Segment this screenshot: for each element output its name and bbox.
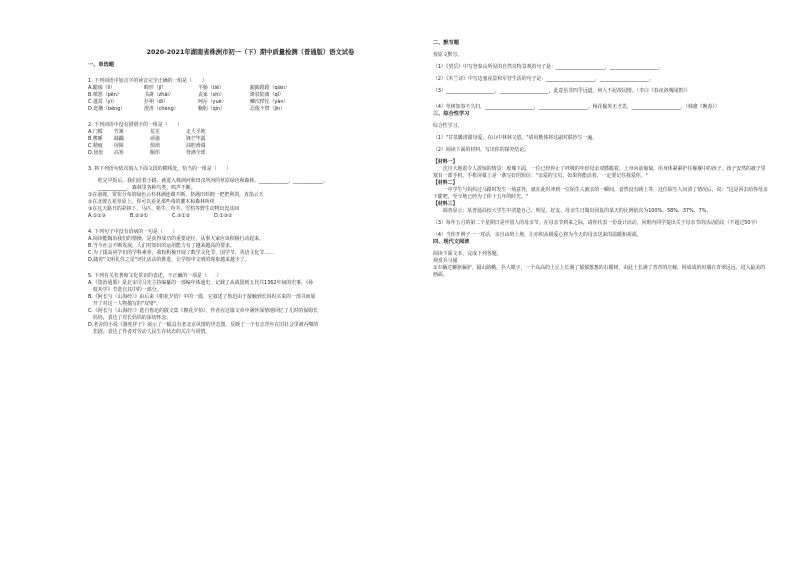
option-cell: C.精疲: [88, 143, 103, 150]
question-2-options: [88, 129, 413, 157]
material-3-text: 调查显示：某普通高校大学生中清楚自己、明星、好友、母亲生日做出回复的某天的比例依次为100%、58%、37%、7%。: [433, 208, 712, 214]
option-cell: 誉满全球: [186, 150, 206, 157]
question-5-stem: 5. 下列有关名著和文化常识的表述，不正确的一项是（ ）: [88, 273, 222, 280]
material-2-text: 一中学生与妈妈过马路时发生一场意外，就在此时冲到一位陌生人被亲的一瞬间，竟然没有顾上等，这位陌生人问清了情况后，说："这是回去给你母亲下跪吧，至少地已经为了你十五年的时光。": [433, 187, 768, 200]
choice: C.③①②: [172, 213, 191, 220]
option-cell: 屏障: [114, 143, 124, 150]
material-2-title: 【材料二】: [433, 180, 458, 186]
option-cell: 书斋（zhāi）: [144, 92, 174, 99]
option-cell: 畸形（jī）: [144, 85, 167, 92]
material-3-title: 【材料三】: [433, 201, 458, 207]
reading-instruction: 阅读下面文本，完成下列各题。: [433, 251, 502, 257]
material-1-title: 【材料一】: [433, 159, 458, 165]
option-cell: A.蜡烛（lì）: [88, 85, 116, 92]
question-4-stem: 4. 下列句子中没有语病的一句是（ ）: [88, 229, 178, 236]
left-column: [88, 40, 413, 336]
question-1-stem: 1. 下列词语中加点字的读音完全正确的一组是（ ）: [88, 78, 207, 85]
option-cell: 荒芜: [150, 129, 160, 136]
question-3-passage-line: ____________，森林里各种鸟类，鸣声不断。: [88, 185, 196, 192]
question-3-stem: 3. 将下列语句依次填入下面文段的横线处，恰当的一组是（ ）: [88, 166, 232, 173]
option-cell: B.嗔怒（pēn）: [88, 92, 122, 99]
option-cell: 鳞次栉比（yàn）: [250, 99, 289, 106]
option-cell: 澄清（chéng）: [144, 106, 179, 113]
option-cell: C.蓬蒿（yì）: [88, 99, 117, 106]
question-3-sentence: ①在南坡，常状分布的绿色云杉林满连绵不断，挤满田杉拥一把把利剑，直指云天: [88, 192, 264, 199]
question-1-options: [88, 85, 413, 113]
dictation-intro: 按原文默写。: [433, 52, 463, 58]
option-cell: 蹂躏: [114, 136, 124, 143]
section-heading-comprehensive: 三、综合性学习: [433, 111, 470, 117]
option-cell: 竹篱: [114, 129, 124, 136]
question-5-option-line: D.老舍的小说《骆驼祥子》展示了一幅具有老北京风情的世态图，反映了一个有志青年在旧社会里被吞噬的: [88, 322, 319, 329]
option-cell: 油腔滑调: [186, 143, 206, 150]
option-cell: B.嗜睡: [88, 136, 103, 143]
question-3-choices: [88, 213, 413, 220]
question-5-option-line: 妈妈，表达了对长妈妈的深切怀念。: [88, 315, 172, 322]
option-cell: 佩伟: [150, 150, 160, 157]
reading-passage-paragraph: ①车辆过狮驱骊驴，隔山路峨，扑人眼宇，一个高高的土丘上长满了郁郁葱葱的石榴树，由此土长满了青青的庄稼，阿成成的垣墙在青翠远远，进入最美的画面。: [433, 265, 766, 278]
question-3-sentence: ②在北坡五花草原上，你可以看见那些毒的灌木和森林所织: [88, 199, 215, 206]
option-cell: 忍俊不禁（jīn）: [250, 106, 286, 113]
option-cell: 丧家（shì）: [198, 92, 225, 99]
exam-title: 2020-2021年湖南省株洲市初一（下）期中质量检测（普通版）语文试卷: [146, 49, 355, 56]
section-heading-dictation: 二、默写题: [433, 40, 459, 46]
choice: A.①②③: [88, 213, 106, 220]
option-cell: 踉踉跄跄（qiàn）: [250, 85, 290, 92]
dictation-item: （1）《望岳》中写登泰山所见的自然奇特景观的句子是：____________________，____________________。: [433, 64, 664, 70]
dictation-item: （2）《木兰诗》中写边塞夜景和军营生活的句子是：____________________，____________________。: [433, 76, 654, 82]
option-cell: 烦琐: [150, 143, 160, 150]
question-4-option: B.当今社会不断发展，人们对知识的运用能力有了越来越高的要求。: [88, 243, 235, 250]
material-1-text: 沈川大地震令人震惊的情景：废墟下面，一位已经停止了呼吸的年轻母亲双膝跪着，上身向前匍匐，用身体紧紧护住褓褓中的孩子。孩子安然的被子里塞有一部手机，手机屏幕上是一条写好的短信："亲爱的宝贝，如果你能活着，一定要记住我爱你。": [433, 166, 766, 179]
option-cell: D.悬崖: [88, 150, 104, 157]
question-4-option: A.阅读能陶冶我们的情操，是获得成功的重要途径，从事大家应该积极行动起来。: [88, 236, 264, 243]
comprehensive-question-3: （3）每年五月的第二个星期日是中国人的母亲节。在母亲节到来之际，请你代表一份设计活动，向班内同学提出关于母亲节的活动倡议（不超过50字）: [433, 220, 761, 226]
option-cell: 顽强: [150, 136, 160, 143]
question-5-option-line: B.《阿长与〈山海经〉》由后来《朝花夕拾》中的一篇，它叙述了鲁迅由于接触到长妈妈买来的一部书而展: [88, 294, 316, 301]
option-row: [88, 143, 413, 150]
question-5-option-line: A.《资治通鉴》是北宋司马光主持编纂的一部编年体通史，记载了从战国到五代共1362年间的史事，《孙: [88, 280, 314, 287]
option-row: [88, 150, 413, 157]
option-cell: 扑朔（dí）: [144, 99, 169, 106]
question-4-option: C.为了提高同学们的学科素养，我校积极开展了数学文化节、国学节、英语文化节……: [88, 250, 274, 257]
section-heading-single-choice: 一、单选题: [88, 62, 114, 69]
option-cell: A.门槛: [88, 129, 103, 136]
option-row: [88, 136, 413, 143]
comprehensive-question-4: （4）当你开例子一一对话，亲自由班上地，让亦积从极爱心将为今天的母亲送来的温暖和祝福。: [433, 232, 642, 238]
choice: B.②③①: [130, 213, 149, 220]
dictation-item: （3）____________________，____________________，此意虽非四乎远道，何人不起故园情。（李白《春夜洛城闻笛》）: [433, 88, 691, 94]
choice: D.①③②: [214, 213, 233, 220]
option-cell: 锋芒毕露: [186, 136, 206, 143]
option-cell: D.迸溅（bèng）: [88, 106, 126, 113]
question-5-option-line: C.《阿长与〈山海经〉》选自鲁迅的散文集《朝花夕拾》，作者在这篇文章中满怀深情地回忆了儿时的保姆长: [88, 308, 318, 315]
option-cell: 鞠躬（qín）: [198, 106, 226, 113]
question-3-passage-line: 吃完早饭后，我们沿着小路，就进入株洲河和田汊所河的草原绿色和森林。____________，____________。: [88, 178, 328, 185]
question-5-option-line: 权劝学》节选自其中的一部分。: [88, 287, 162, 294]
question-5-option-line: 开了对这一人物描写的"双璧"。: [88, 301, 161, 308]
dictation-item: （4）草树知春不久归，____________________，____________________。杨花榆荚无才思，____________________。（韩愈《晚春》）: [433, 104, 720, 110]
comprehensive-line: 综合性学习。: [433, 123, 463, 129]
option-cell: 羊肠（tiē）: [198, 85, 224, 92]
section-heading-reading: 四、现代文阅读: [433, 239, 470, 245]
option-row: [88, 106, 413, 113]
question-2-stem: 2. 下列词语中没有错别字的一组是（ ）: [88, 122, 183, 129]
comprehensive-task: （2）阅读下面的材料，写出你的探究结论。: [433, 147, 530, 153]
right-column: [433, 40, 768, 279]
reading-passage-title: 观赏兵马俑: [433, 258, 458, 264]
option-cell: 呵斥（yuè）: [198, 99, 227, 106]
option-cell: 斑驳陆离（qǐ）: [250, 92, 284, 99]
question-4-option: D.随着"文明礼仪之星"评比活动的推进，让学校中文明的现象越来越少了。: [88, 257, 250, 264]
comprehensive-line: （1）"甘泉鑑清甜母爱，在山中林林父恩。"请用楷体将这副对联抄写一遍。: [433, 135, 598, 141]
option-cell: 高寒: [114, 150, 124, 157]
option-cell: 走人平地: [186, 129, 206, 136]
question-5-option-line: 悲剧，表达了作者对劳动人民生存状态的关注与同情。: [88, 329, 211, 336]
question-3-sentence: ③在这天路日的彩林下，马匹、牦牛、羚羊、雪豹等野生动物出没其间: [88, 206, 240, 213]
option-row: [88, 129, 413, 136]
